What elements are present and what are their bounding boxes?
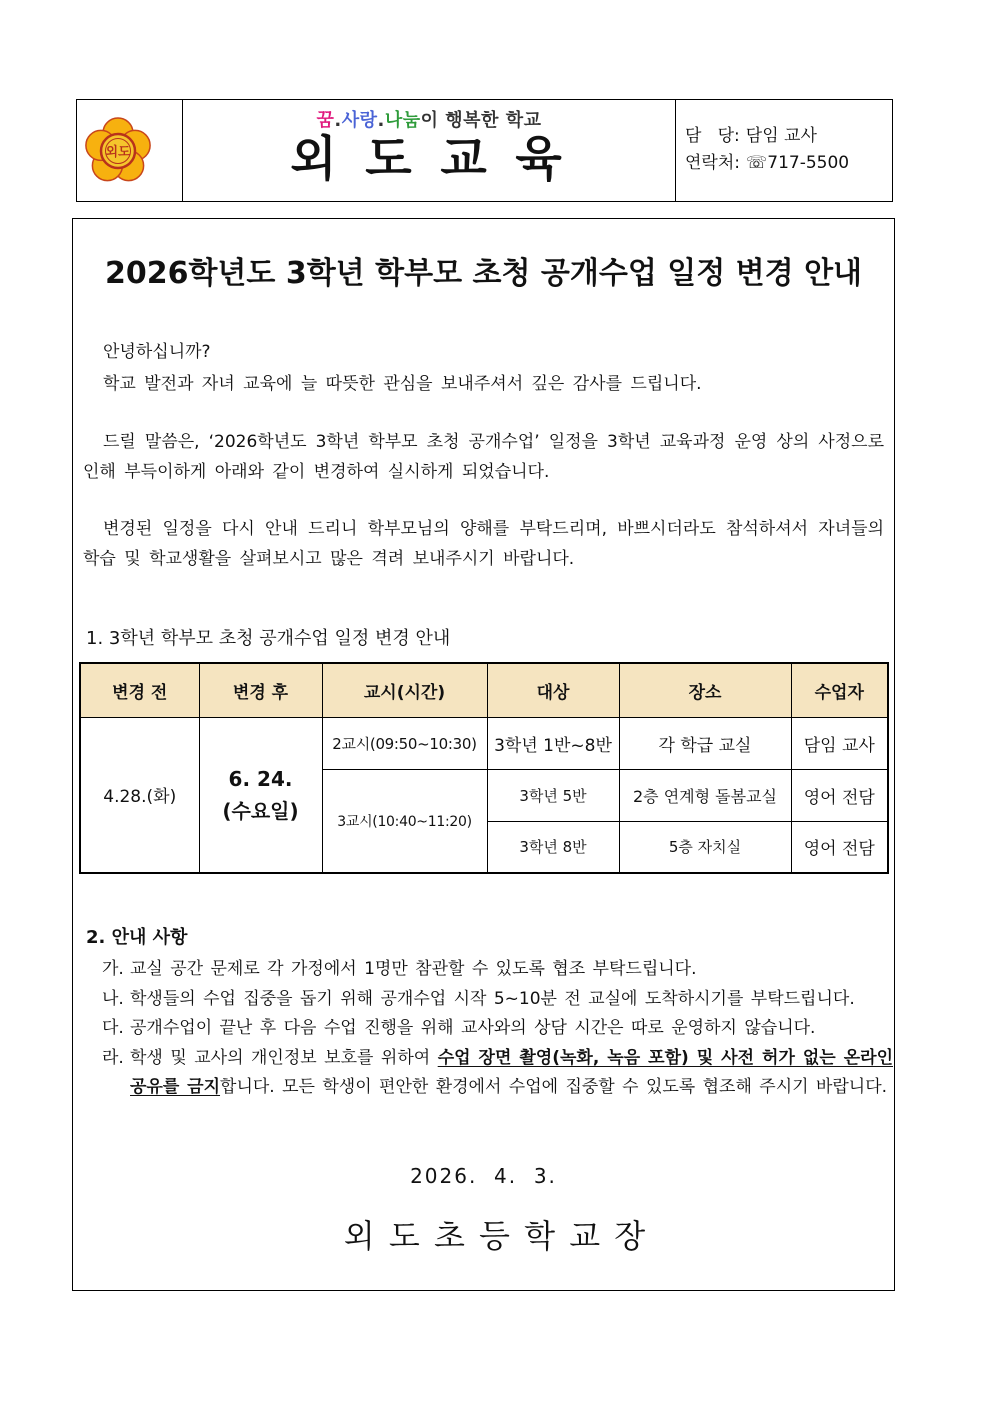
principal-signature: 외 도 초 등 학 교 장 (343, 1217, 648, 1255)
teacher-cell: 영어 전담 (791, 821, 888, 873)
greeting-paragraph: 안녕하십니까? (103, 342, 211, 362)
list-text (130, 1044, 893, 1103)
table-row (80, 717, 888, 769)
header-period: 교시(시간) (322, 663, 487, 717)
thanks-paragraph: 학교 발전과 자녀 교육에 늘 따뜻한 관심을 보내주셔서 깊은 감사를 드립니다. (103, 374, 702, 394)
slogan-dot: . (334, 110, 342, 131)
target-cell: 3학년 8반 (487, 821, 619, 873)
contact-person-value: 담임 교사 (745, 126, 817, 146)
list-marker: 다. (102, 1018, 124, 1038)
privacy-text-before: 학생 및 교사의 개인정보 보호를 위하여 (130, 1047, 438, 1068)
contact-person (685, 123, 817, 150)
list-item (102, 1014, 893, 1044)
header-target: 대상 (487, 663, 619, 717)
issue-date: 2026. 4. 3. (410, 1164, 557, 1188)
header-teacher: 수업자 (791, 663, 888, 717)
period-cell: 3교시(10:40~11:20) (322, 769, 487, 873)
table-header-row (80, 663, 888, 717)
target-cell: 3학년 5반 (487, 769, 619, 821)
list-item (102, 1044, 893, 1103)
period-cell: 2교시(09:50~10:30) (322, 717, 487, 769)
header-place: 장소 (619, 663, 791, 717)
slogan-dream: 꿈 (316, 110, 335, 131)
privacy-emphasis: 수업 장면 촬영(녹화, 녹음 포함) 및 사전 허가 없는 온라인 공유를 금지 (130, 1047, 893, 1097)
after-date: 6. 24. (228, 766, 293, 791)
list-text: 학생들의 수업 집중을 돕기 위해 공개수업 시작 5~10분 전 교실에 도착하시기를 부탁드립니다. (130, 988, 855, 1009)
teacher-cell: 담임 교사 (791, 717, 888, 769)
slogan-sharing: 나눔 (384, 110, 421, 131)
list-marker: 나. (102, 988, 124, 1009)
letterhead (76, 99, 893, 202)
logo-text: 외도 (105, 145, 131, 160)
slogan-dot: . (377, 110, 385, 131)
contact-phone-value: ☏717-5500 (746, 153, 850, 173)
header-before: 변경 전 (80, 663, 199, 717)
teacher-cell: 영어 전담 (791, 769, 888, 821)
title-cell (183, 100, 676, 201)
target-cell: 3학년 1반~8반 (487, 717, 619, 769)
notice-body (72, 218, 895, 1291)
list-text: 공개수업이 끝난 후 다음 수업 진행을 위해 교사와의 상담 시간은 따로 운영하지 않습니다. (130, 1018, 816, 1038)
list-item (102, 985, 893, 1015)
newsletter-title: 외 도 교 육 (290, 131, 568, 187)
list-marker: 라. (102, 1047, 124, 1068)
place-cell: 5층 자치실 (619, 821, 791, 873)
before-date: 4.28.(화) (80, 717, 199, 873)
after-weekday: (수요일) (222, 798, 299, 823)
school-slogan (183, 109, 675, 133)
list-text: 교실 공간 문제로 각 가정에서 1명만 참관할 수 있도록 협조 부탁드립니다. (130, 959, 697, 979)
slogan-rest: 이 행복한 학교 (420, 110, 542, 131)
notice-title: 2026학년도 3학년 학부모 초청 공개수업 일정 변경 안내 (104, 256, 863, 291)
contact-phone (685, 150, 849, 177)
request-paragraph: 변경된 일정을 다시 안내 드리니 학부모님의 양해를 부탁드리며, 바쁘시더라도 참석하셔서 자녀들의 학습 및 학교생활을 살펴보시고 많은 격려 보내주시기 바랍니다. (83, 519, 884, 569)
logo-cell (77, 100, 183, 201)
section1-heading: 1. 3학년 학부모 초청 공개수업 일정 변경 안내 (86, 628, 451, 649)
school-emblem-icon (83, 113, 153, 189)
contact-cell (676, 100, 892, 201)
header-after: 변경 후 (199, 663, 322, 717)
schedule-table (79, 662, 889, 874)
section2-heading: 2. 안내 사항 (86, 927, 188, 948)
change-reason-paragraph: 드릴 말씀은, ‘2026학년도 3학년 학부모 초청 공개수업’ 일정을 3학년 교육과정 운영 상의 사정으로 인해 부득이하게 아래와 같이 변경하여 실시하게 되었습니다. (83, 432, 884, 482)
list-marker: 가. (102, 959, 124, 979)
list-item (102, 955, 893, 985)
contact-phone-label: 연락처: (685, 153, 740, 173)
after-date-cell (199, 717, 322, 873)
place-cell: 각 학급 교실 (619, 717, 791, 769)
guide-list (102, 955, 893, 1103)
place-cell: 2층 연계형 돌봄교실 (619, 769, 791, 821)
slogan-love: 사랑 (341, 110, 378, 131)
privacy-text-after: 합니다. 모든 학생이 편안한 환경에서 수업에 집중할 수 있도록 협조해 주시기 바랍니다. (220, 1077, 888, 1097)
contact-person-label: 담 당: (685, 126, 740, 146)
